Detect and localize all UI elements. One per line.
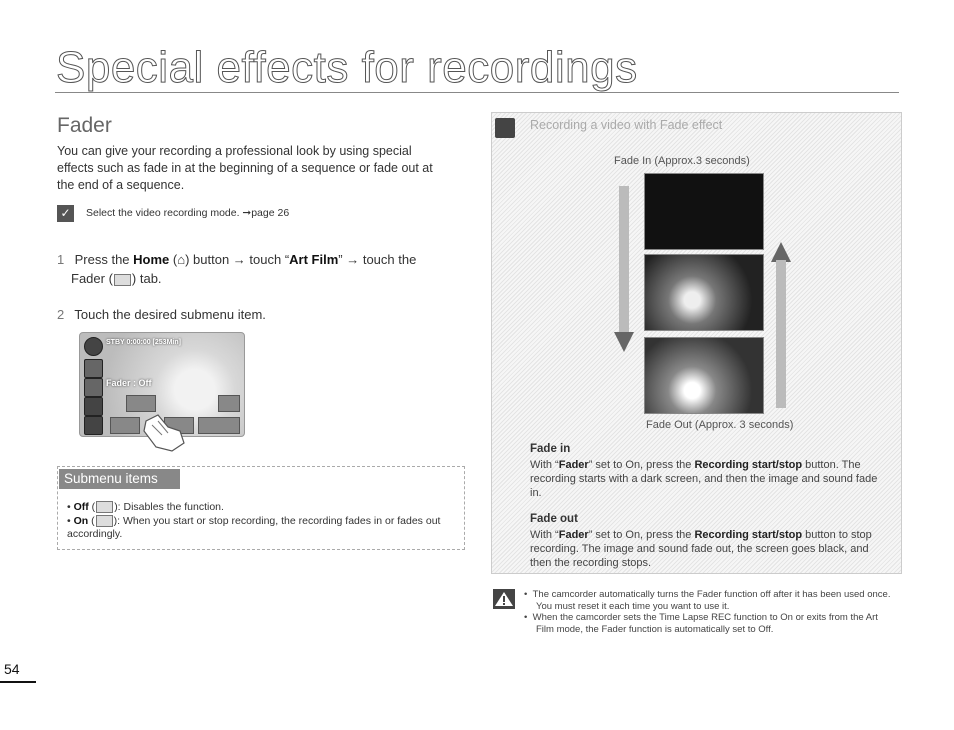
- caution-text: When the camcorder sets the Time Lapse REC function to On or exits from the Art Film mode, the Fader function is automatically set to Off.: [532, 612, 878, 635]
- step-text: Fader (: [71, 271, 113, 286]
- submenu-title: Submenu items: [59, 469, 180, 489]
- page-number: 54: [4, 661, 20, 677]
- step-text: ) button → touch “: [185, 252, 290, 267]
- submenu-item-label: On: [73, 515, 89, 527]
- step-number: 1: [57, 252, 65, 267]
- mode-icon: [84, 337, 103, 356]
- fade-in-description: [530, 458, 890, 500]
- playback-icon: [84, 416, 103, 435]
- desc-text: button to stop recording. The image and sound fade out, the screen goes black, and then the recording stops.: [530, 529, 872, 569]
- step-text: (: [169, 252, 178, 267]
- step-text: Touch the desired submenu item.: [74, 307, 266, 322]
- desc-bold: Recording start/stop: [694, 529, 803, 541]
- exit-option: [198, 417, 240, 434]
- desc-bold: Recording start/stop: [694, 459, 803, 471]
- caution-icon: [493, 589, 515, 609]
- caution-list: [524, 589, 894, 635]
- golfer-frame: [644, 254, 764, 331]
- off-option: [110, 417, 140, 434]
- step-number: 2: [57, 307, 65, 322]
- desc-text: ” set to On, press the: [588, 459, 695, 471]
- fader-status: Fader : Off: [106, 378, 152, 388]
- fader-tab: [126, 395, 156, 412]
- caution-item: • The camcorder automatically turns the Fader function off after it has been used once. You must reset it each time you want to use it.: [524, 589, 891, 612]
- title-divider: [55, 92, 899, 93]
- home-icon: [84, 359, 103, 378]
- step-2: [57, 305, 266, 324]
- caution-item: • When the camcorder sets the Time Lapse REC function to On or exits from the Art Film mode, the Fader function is automatically set to Off.: [524, 612, 878, 635]
- camera-icon: [84, 378, 103, 397]
- fade-out-arrow-icon: [771, 242, 791, 408]
- step-text: Press the: [74, 252, 134, 267]
- fade-in-arrow-icon: [614, 186, 634, 352]
- submenu-item-desc: ): Disables the function.: [114, 501, 224, 513]
- submenu-item-off: • Off ( ): Disables the function.: [67, 501, 224, 513]
- note-text: Select the video recording mode. ➞page 26: [86, 207, 290, 219]
- desc-text: ” set to On, press the: [588, 529, 695, 541]
- submenu-item-label: Off: [73, 501, 89, 513]
- page-title: Special effects for recordings: [56, 43, 638, 92]
- status-text: STBY 0:00:00 [253Min]: [106, 339, 181, 346]
- fade-out-description: [530, 528, 890, 570]
- art-film-label: Art Film: [289, 252, 339, 267]
- fade-in-label: Fade In (Approx.3 seconds): [614, 155, 750, 167]
- section-heading: Fader: [57, 114, 112, 137]
- desc-bold: Fader: [558, 459, 589, 471]
- golfer-frame: [644, 337, 764, 414]
- zoom-icon: [495, 118, 515, 138]
- checkmark-icon: ✓: [57, 205, 74, 222]
- home-icon: ⌂: [177, 252, 186, 267]
- panel-title: Recording a video with Fade effect: [530, 118, 723, 132]
- fader-on-icon: [96, 515, 113, 527]
- zoom-icon: [84, 397, 103, 416]
- fader-icon: [114, 274, 131, 286]
- desc-bold: Fader: [558, 529, 589, 541]
- step-text: ) tab.: [131, 271, 162, 286]
- step-text: ” → touch the: [338, 252, 417, 267]
- fade-out-label: Fade Out (Approx. 3 seconds): [646, 419, 794, 431]
- touch-hand-icon: [142, 413, 186, 453]
- desc-text: With “: [530, 529, 559, 541]
- desc-text: With “: [530, 459, 559, 471]
- fade-out-heading: Fade out: [530, 513, 578, 525]
- desc-text: button. The recording starts with a dark screen, and then the image and sound fade in.: [530, 459, 878, 499]
- fade-in-heading: Fade in: [530, 443, 571, 455]
- fader-off-icon: [96, 501, 113, 513]
- submenu-item-on: • On ( ): When you start or stop recording, the recording fades in or fades out accordingly.: [67, 515, 441, 540]
- black-frame: [644, 173, 764, 250]
- caution-text: The camcorder automatically turns the Fader function off after it has been used once. You must reset it each time you want to use it.: [532, 589, 891, 612]
- home-label: Home: [133, 252, 170, 267]
- intro-paragraph: You can give your recording a professional look by using special effects such as fade in at the beginning of a sequence or fade out at the end of a sequence.: [57, 144, 433, 192]
- next-icon: [218, 395, 240, 412]
- page-number-rule: [0, 681, 36, 683]
- step-1: [57, 250, 457, 288]
- submenu-item-desc: ): When you start or stop recording, the recording fades in or fades out accordingly.: [67, 515, 441, 540]
